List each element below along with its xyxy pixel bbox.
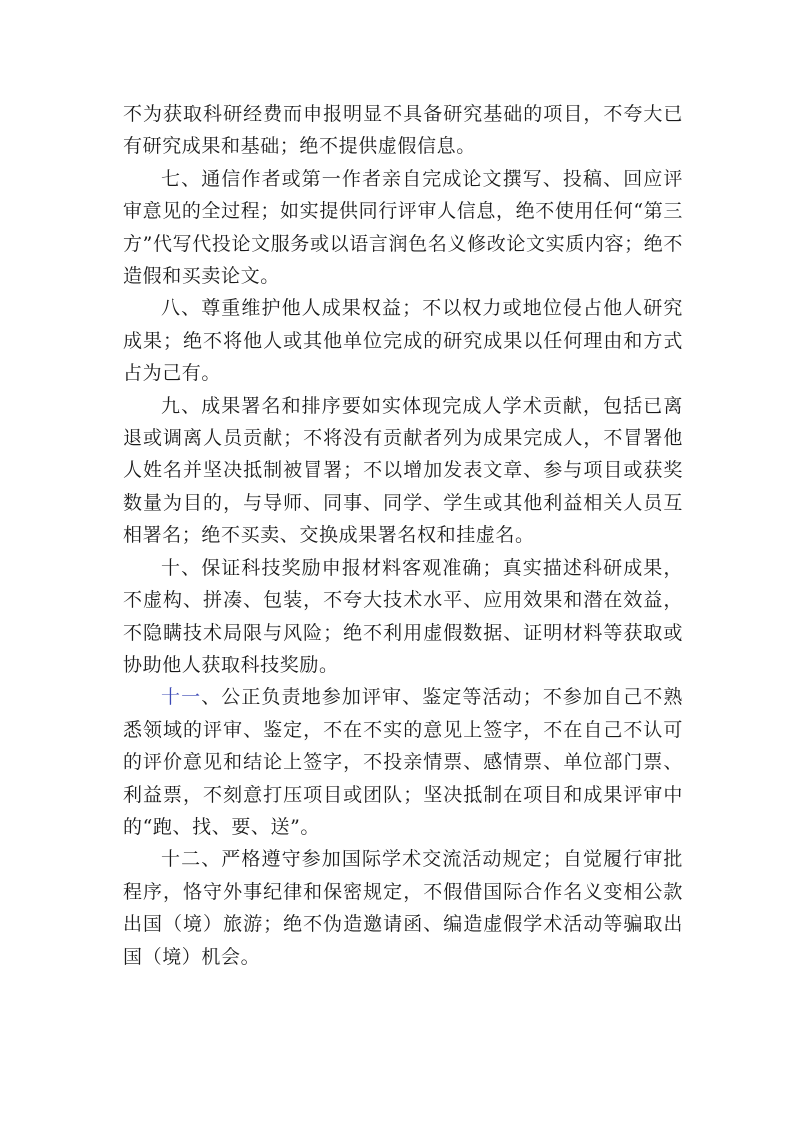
paragraph-item-11 — [123, 681, 683, 843]
paragraph-item-7: 七、通信作者或第一作者亲自完成论文撰写、投稿、回应评审意见的全过程；如实提供同行评审人信息，绝不使用任何“第三方”代写代投论文服务或以语言润色名义修改论文实质内容；绝不造假和买卖论文。 — [123, 167, 683, 288]
paragraph-continuation: 不为获取科研经费而申报明显不具备研究基础的项目，不夸大已有研究成果和基础；绝不提供虚假信息。 — [123, 103, 683, 158]
paragraph-item-12: 十二、严格遵守参加国际学术交流活动规定；自觉履行审批程序，恪守外事纪律和保密规定，不假借国际合作名义变相公款出国（境）旅游；绝不伪造邀请函、编造虚假学术活动等骗取出国（境）机会。 — [123, 848, 683, 968]
item-number-11: 十一 — [161, 686, 202, 709]
paragraph-item-11-text: 、公正负责地参加评审、鉴定等活动；不参加自己不熟悉领域的评审、鉴定，不在不实的意见上签字，不在自己不认可的评价意见和结论上签字，不投亲情票、感情票、单位部门票、利益票，不刻意打压项目或团队；坚决抵制在项目和成果评审中的“跑、找、要、送”。 — [123, 686, 684, 838]
paragraph-item-8: 八、尊重维护他人成果权益；不以权力或地位侵占他人研究成果；绝不将他人或其他单位完成的研究成果以任何理由和方式占为己有。 — [123, 297, 683, 385]
paragraph-item-10: 十、保证科技奖励申报材料客观准确；真实描述科研成果，不虚构、拼凑、包装，不夸大技术水平、应用效果和潜在效益，不隐瞒技术局限与风险；绝不利用虚假数据、证明材料等获取或协助他人获取科技奖励。 — [123, 556, 683, 676]
paragraph-item-9: 九、成果署名和排序要如实体现完成人学术贡献，包括已离退或调离人员贡献；不将没有贡献者列为成果完成人，不冒署他人姓名并坚决抵制被冒署；不以增加发表文章、参与项目或获奖数量为目的，与导师、同事、同学、学生或其他利益相关人员互相署名；绝不买卖、交换成果署名权和挂虚名。 — [123, 394, 683, 547]
document-body — [123, 98, 683, 973]
